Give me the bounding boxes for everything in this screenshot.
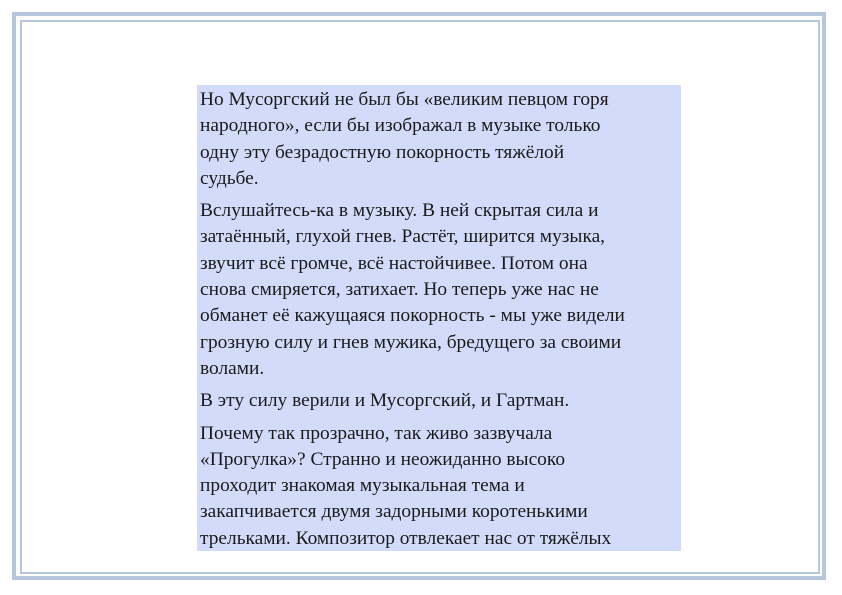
text-line: В эту силу верили и Мусоргский, и Гартман. xyxy=(200,390,570,412)
text-line: проходит знакомая музыкальная тема и xyxy=(200,475,525,497)
text-line: трельками. Композитор отвлекает нас от тяжёлых xyxy=(200,527,612,549)
text-line: волами. xyxy=(200,357,265,379)
text-line: Вслушайтесь-ка в музыку. В ней скрытая сила и xyxy=(200,200,599,222)
text-line: обманет её кажущаяся покорность - мы уже видели xyxy=(200,305,625,327)
text-line: одну эту безрадостную покорность тяжёлой xyxy=(200,141,565,163)
paragraph-4 xyxy=(200,421,679,551)
text-line: звучит всё громче, всё настойчивее. Потом она xyxy=(200,252,588,274)
paragraph-2 xyxy=(200,198,679,382)
text-line: «Прогулка»? Странно и неожиданно высоко xyxy=(200,448,566,470)
text-line: затаённый, глухой гнев. Растёт, ширится музыка, xyxy=(200,226,606,248)
paragraph-3 xyxy=(200,388,679,414)
text-line: Почему так прозрачно, так живо зазвучала xyxy=(200,422,553,444)
text-line: судьбе. xyxy=(200,167,259,189)
text-box xyxy=(197,85,681,551)
paragraph-1 xyxy=(200,87,679,192)
text-line: закапчивается двумя задорными коротенькими xyxy=(200,501,588,523)
text-line: Но Мусоргский не был бы «великим певцом горя xyxy=(200,89,609,110)
text-line: грозную силу и гнев мужика, бредущего за своими xyxy=(200,331,622,353)
text-line: снова смиряется, затихает. Но теперь уже нас не xyxy=(200,279,599,301)
text-line: народного», если бы изображал в музыке только xyxy=(200,115,601,137)
